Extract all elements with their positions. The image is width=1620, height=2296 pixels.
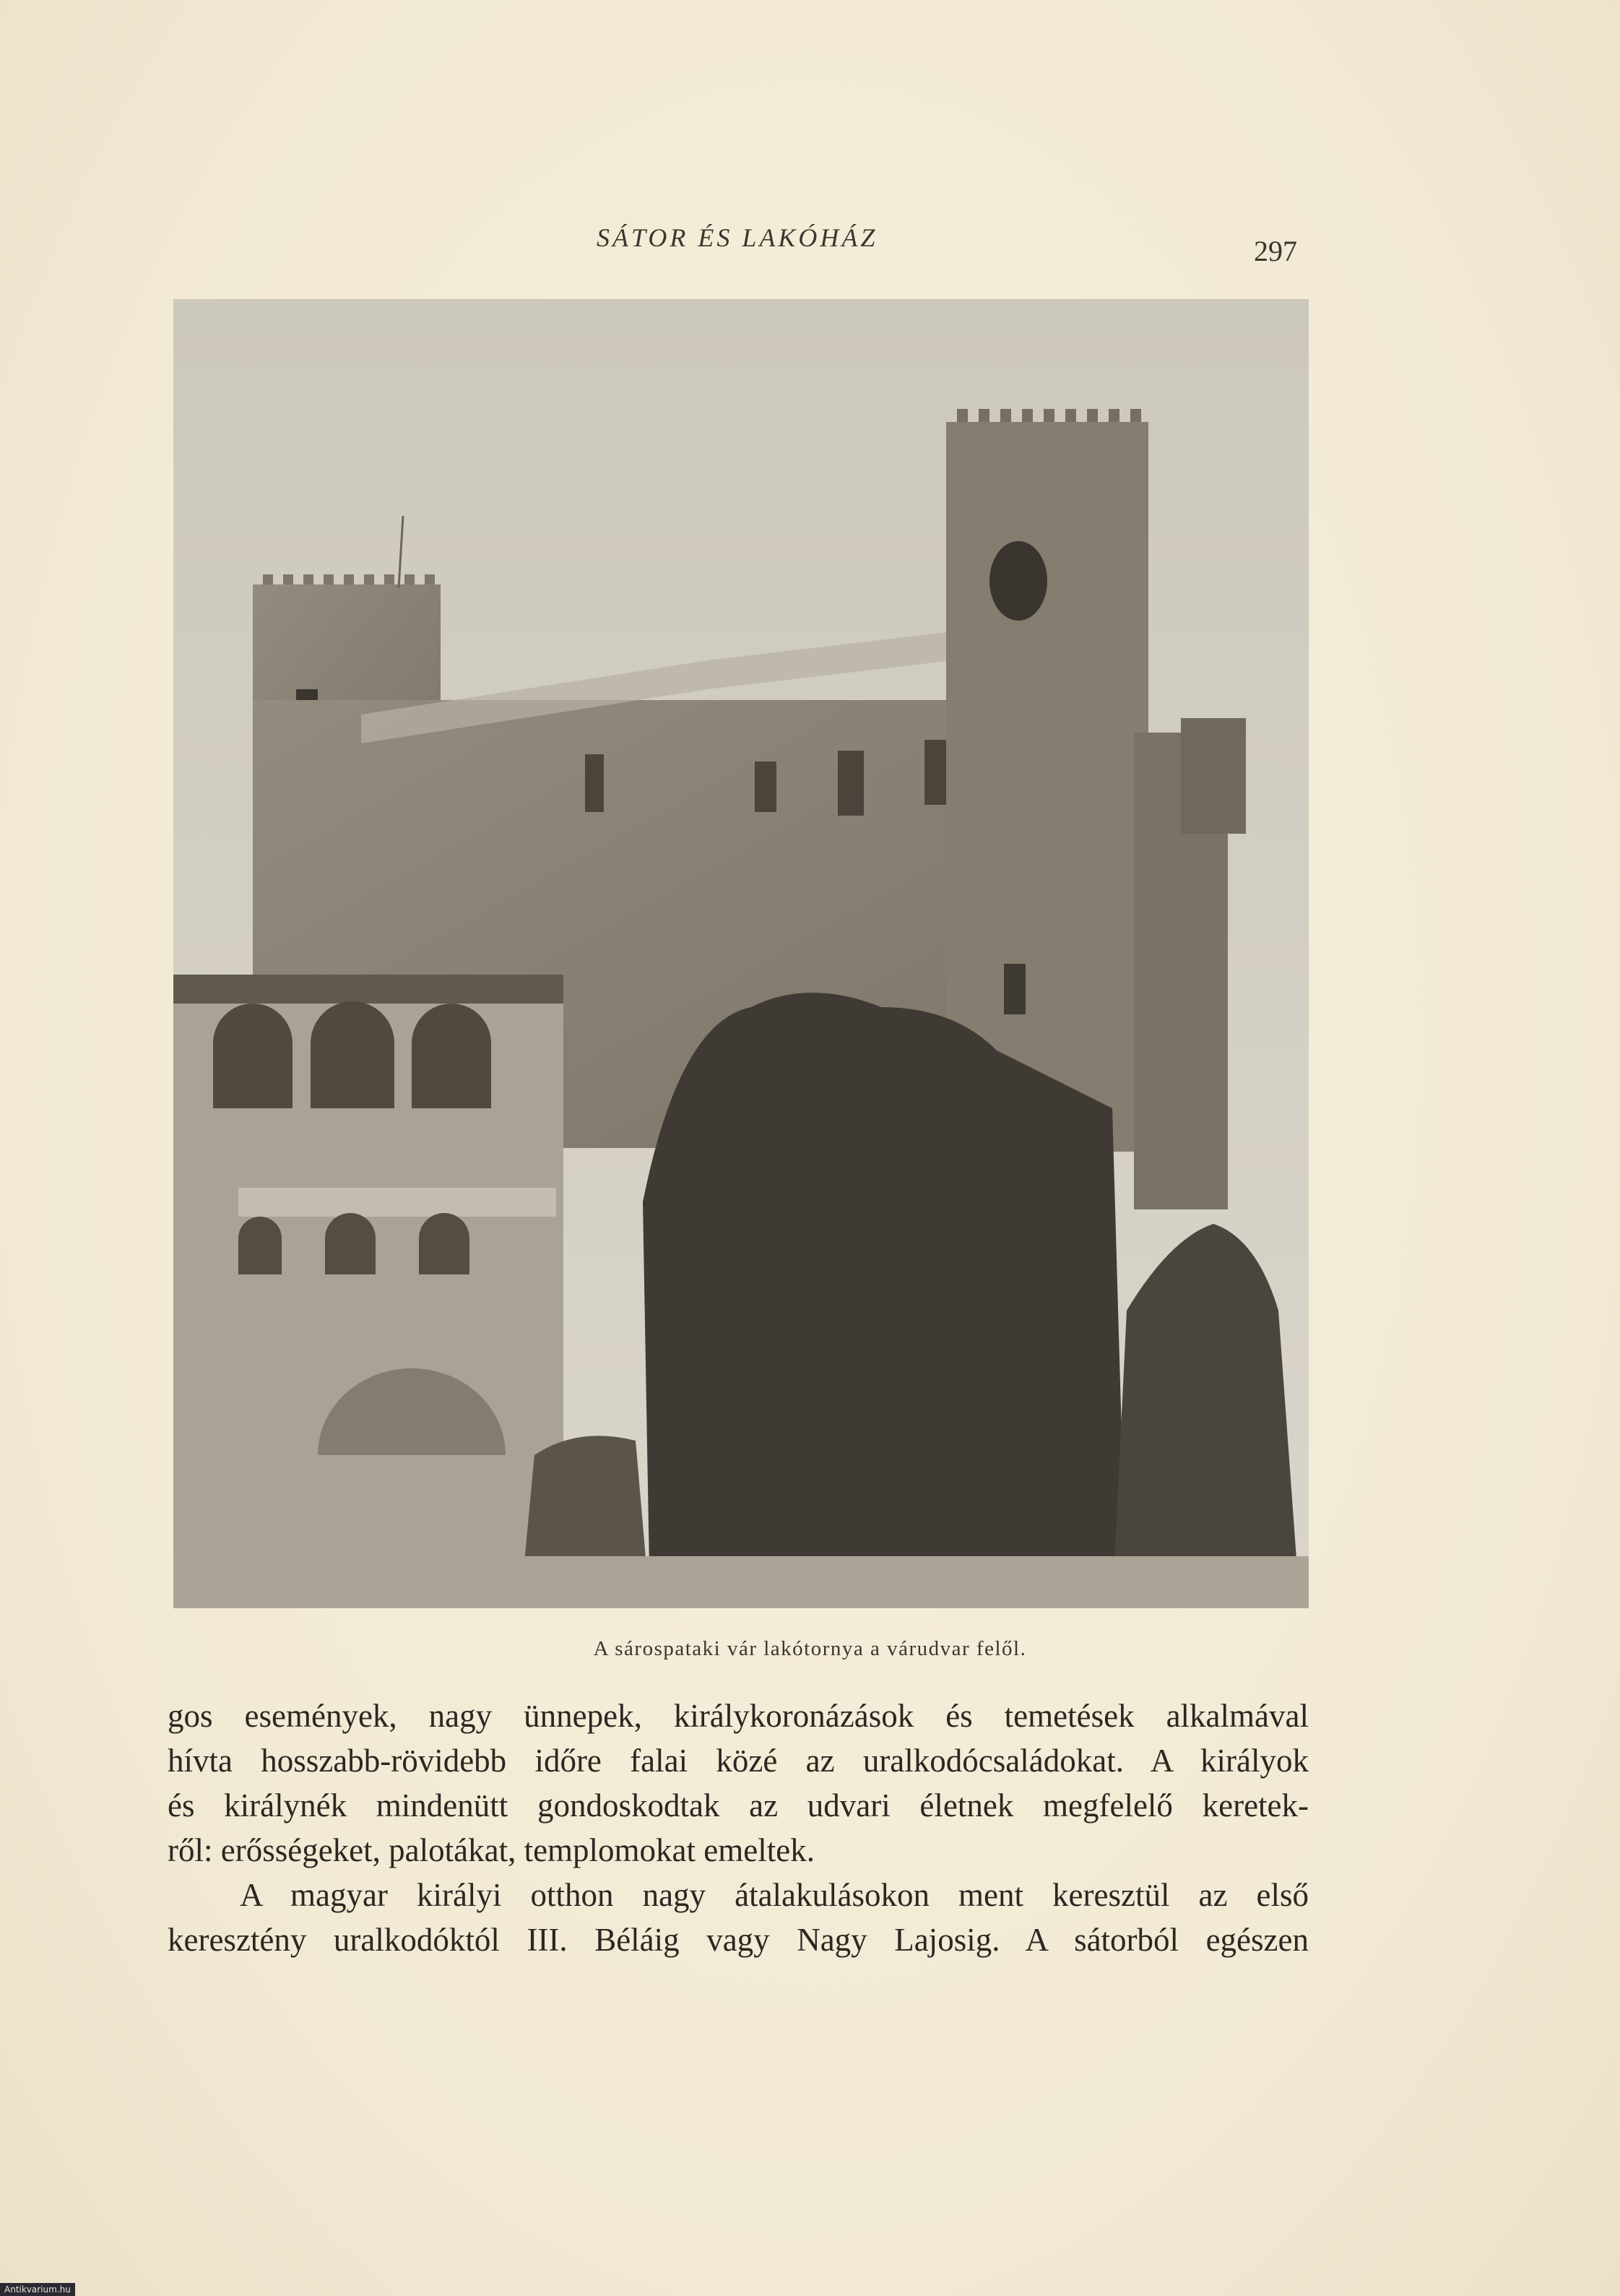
text-line: keresztény uralkodóktól III. Béláig vagy Nagy Lajosig. A sátorból egészen [168,1922,1309,1958]
arcaded-wing [173,975,563,1608]
watermark-stamp: Antikvarium.hu [0,2283,75,2296]
courtyard-ground [173,1556,1309,1608]
text-line: és királynék mindenütt gondoskodtak az udvari életnek megfelelő keretek- [168,1787,1309,1824]
text-line: A magyar királyi otthon nagy átalakulásokon ment keresztül az első [240,1877,1309,1913]
text-line: ről: erősségeket, palotákat, templomokat emeltek. [168,1832,815,1868]
castle-photo-drawing [173,299,1309,1608]
body-text [168,1693,1309,1962]
text-line: gos események, nagy ünnepek, királykoronázások és temetések alkalmával [168,1698,1309,1734]
text-line: hívta hosszabb-rövidebb időre falai közé az uralkodócsaládokat. A királyok [168,1743,1309,1779]
castle-photo [173,299,1309,1608]
page-number: 297 [1254,235,1297,267]
running-title: SÁTOR ÉS LAKÓHÁZ [597,223,878,252]
figure-caption: A sárospataki vár lakótornya a várudvar felől. [593,1637,1027,1660]
